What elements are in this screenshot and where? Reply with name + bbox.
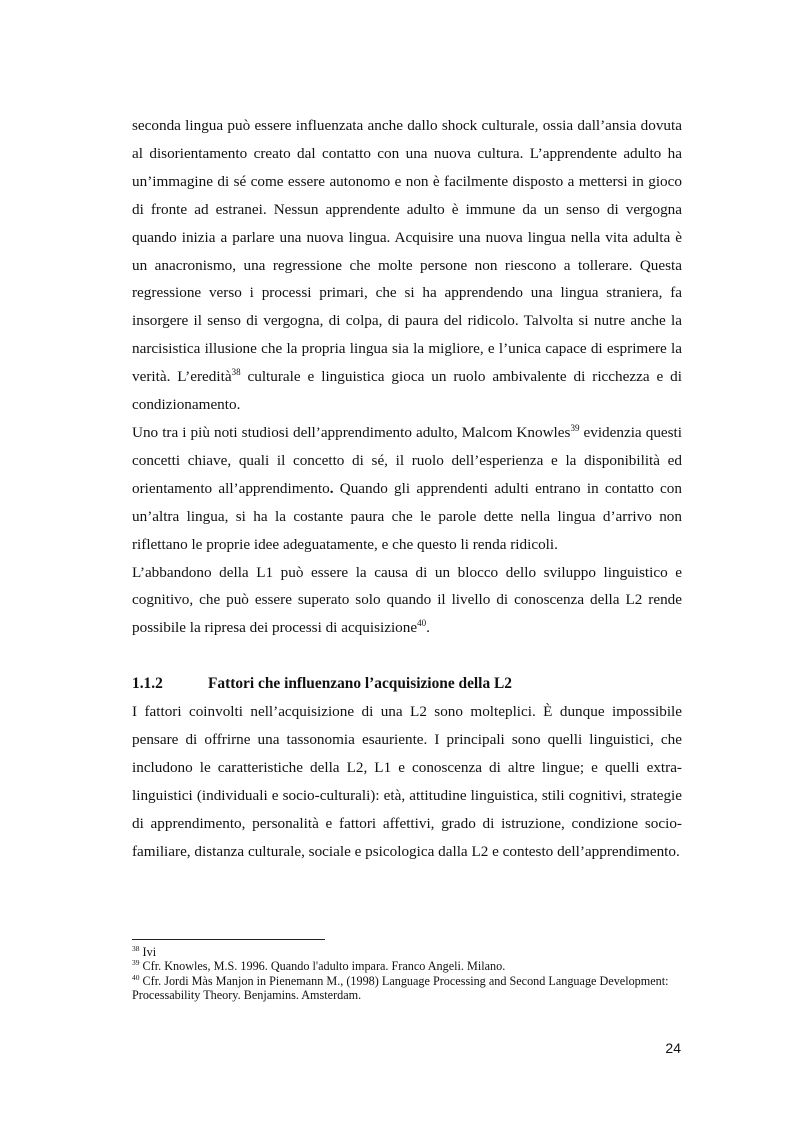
paragraph-shock-culturale (132, 112, 682, 419)
footnote-number: 38 (132, 943, 140, 953)
paragraph-abbandono-l1 (132, 559, 682, 643)
paragraph-text: . (426, 619, 430, 637)
paragraph-fattori (132, 698, 682, 865)
footnote-text: Ivi (139, 945, 157, 959)
footnote-38 (132, 945, 682, 959)
paragraph-text: culturale e linguistica gioca un ruolo ambivalente di ricchezza e di condizionamento. (132, 368, 682, 414)
footnote-text: Cfr. Jordi Màs Manjon in Pienemann M., (1998) Language Processing and Second Language Development: Processability Theory. Benjamins. Amsterdam. (132, 973, 669, 1003)
footnote-reference[interactable]: 38 (231, 367, 241, 378)
paragraph-text: evidenzia questi concetti chiave, quali il concetto di sé, il ruolo dell’esperienza e la disponibilità ed orientamento all’apprendimento (132, 423, 682, 497)
paragraph-knowles (132, 419, 682, 559)
footnote-number: 40 (132, 972, 140, 982)
bold-period: . (329, 479, 334, 497)
section-heading (132, 672, 682, 696)
section-title: Fattori che influenzano l’acquisizione della L2 (208, 675, 512, 693)
footnote-text: Cfr. Knowles, M.S. 1996. Quando l'adulto impara. Franco Angeli. Milano. (139, 959, 506, 974)
paragraph-text: seconda lingua può essere influenzata anche dallo shock culturale, ossia dall’ansia dovuta al disorientamento creato dal contatto con una nuova cultura. L’apprendente adulto ha un’immagine di sé come essere autonomo e non è facilmente disposto a mettersi in gioco di fronte ad estranei. Nessun apprendente adulto è immune da un senso di vergogna quando inizia a parlare una nuova lingua. Acquisire una nuova lingua nella vita adulta è un anacronismo, una regressione che molte persone non riescono a tollerare. Questa regressione verso i processi primari, che si ha apprendendo una lingua straniera, fa insorgere il senso di vergogna, di colpa, di paura del ridicolo. Talvolta si nutre anche la narcisistica illusione che la propria lingua sia la migliore, e l’unica capace di esprimere la verità. L’eredità (132, 117, 682, 386)
footnote-reference[interactable]: 40 (417, 618, 427, 629)
footnote-divider (132, 939, 325, 940)
paragraph-text: Quando gli apprendenti adulti entrano in contatto con un’altra lingua, si ha la costante paura che le parole dette nella lingua d’arrivo non riflettano le proprie idee adeguatamente, e che questo li renda ridicoli. (132, 479, 682, 553)
footnote-39 (132, 959, 682, 973)
section-number: 1.1.2 (132, 675, 163, 693)
paragraph-text: L’abbandono della L1 può essere la causa di un blocco dello sviluppo linguistico e cognitivo, che può essere superato solo quando il livello di conoscenza della L2 rende possibile la ripresa dei processi di acquisizione (132, 563, 682, 637)
page-body (132, 112, 682, 866)
paragraph-text: Uno tra i più noti studiosi dell’apprendimento adulto, Malcom Knowles (132, 423, 571, 441)
footnote-number: 39 (132, 958, 140, 968)
footnotes (132, 945, 682, 1003)
footnote-reference[interactable]: 39 (570, 422, 580, 433)
footnote-40 (132, 974, 682, 1003)
paragraph-text: I fattori coinvolti nell’acquisizione di una L2 sono molteplici. È dunque impossibile pensare di offrirne una tassonomia esauriente. I principali sono quelli linguistici, che includono le caratteristiche della L2, L1 e conoscenza di altre lingue; e quelli extra-linguistici (individuali e socio-culturali): età, attitudine linguistica, stili cognitivi, strategie di apprendimento, personalità e fattori affettivi, grado di istruzione, condizione socio-familiare, distanza culturale, sociale e psicologica dalla L2 e contesto dell’apprendimento. (132, 703, 682, 860)
page-number: 24 (665, 1040, 681, 1056)
